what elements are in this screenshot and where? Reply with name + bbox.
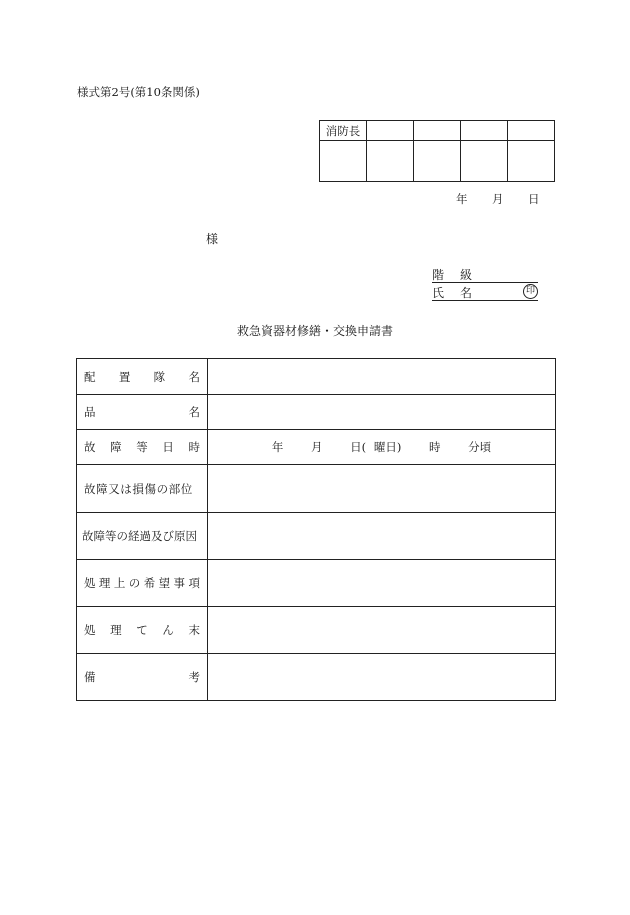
name-label-1: 氏 (432, 286, 445, 300)
row-label-remarks (77, 654, 208, 701)
approval-stamp-table (319, 120, 555, 182)
label-char: 等 (136, 440, 148, 454)
form-number: 様式第2号(第10条関係) (77, 85, 200, 99)
unit-name-input[interactable] (208, 359, 556, 395)
label-char: 理 (110, 623, 122, 637)
label-char: 理 (98, 576, 111, 590)
disposition-input[interactable] (208, 607, 556, 654)
label-char: 名 (188, 369, 200, 384)
approval-header-cell (508, 121, 555, 141)
approval-stamp-cell[interactable] (414, 141, 461, 182)
date-day-label: 日 (528, 192, 540, 206)
table-row (77, 359, 556, 395)
label-text: 故障等の経過及び原因 (82, 529, 197, 543)
datetime-weekday: 曜日) (373, 440, 402, 454)
label-char: 望 (158, 576, 171, 590)
date-year-label: 年 (456, 192, 468, 206)
row-label-unit (77, 359, 208, 395)
application-table (76, 358, 556, 701)
row-label-cause (77, 513, 208, 560)
name-label-2: 名 (460, 286, 473, 300)
label-char: 置 (118, 369, 131, 384)
label-char: 名 (188, 405, 200, 419)
label-char: の (128, 576, 141, 590)
damage-part-input[interactable] (208, 465, 556, 513)
table-row (77, 395, 556, 430)
label-char: ん (162, 623, 174, 637)
label-char: 故 (84, 440, 96, 454)
approval-stamp-cell[interactable] (461, 141, 508, 182)
name-field[interactable] (432, 284, 538, 301)
row-label-datetime (77, 430, 208, 465)
remarks-input[interactable] (208, 654, 556, 701)
label-char: 項 (188, 576, 200, 590)
table-row (77, 654, 556, 701)
label-char: 末 (188, 623, 200, 637)
row-label-request (77, 560, 208, 607)
label-char: 障 (110, 440, 122, 454)
row-label-disposition (77, 607, 208, 654)
approval-stamp-cell[interactable] (320, 141, 367, 182)
rank-label-1: 階 (432, 268, 445, 282)
failure-datetime-input[interactable] (208, 430, 556, 465)
label-char: 処 (84, 623, 96, 637)
label-text: 故障又は損傷の部位 (84, 481, 193, 496)
label-char: て (136, 623, 148, 637)
approval-header-cell (414, 121, 461, 141)
row-label-damage-part (77, 465, 208, 513)
approval-title: 消防長 (320, 121, 367, 141)
datetime-minute: 分頃 (468, 440, 492, 454)
addressee-suffix: 様 (206, 232, 219, 246)
label-char: 備 (84, 670, 96, 684)
table-row (77, 465, 556, 513)
approval-stamp-cell[interactable] (367, 141, 414, 182)
datetime-year: 年 (271, 440, 284, 454)
label-char: 上 (113, 576, 126, 590)
label-char: 考 (188, 670, 200, 684)
document-title: 救急資器材修繕・交換申請書 (236, 324, 393, 338)
table-row (77, 513, 556, 560)
request-input[interactable] (208, 560, 556, 607)
row-label-item (77, 395, 208, 430)
date-month-label: 月 (492, 192, 504, 206)
table-row (77, 560, 556, 607)
datetime-month: 月 (311, 440, 323, 454)
rank-label-2: 級 (460, 268, 473, 282)
seal-icon: 印 (523, 284, 538, 299)
label-char: 日 (162, 440, 174, 454)
label-char: 希 (143, 576, 156, 590)
label-char: 時 (188, 440, 200, 454)
cause-input[interactable] (208, 513, 556, 560)
approval-stamp-cell[interactable] (508, 141, 555, 182)
approval-header-cell (367, 121, 414, 141)
datetime-day: 日( (350, 440, 367, 454)
label-char: 処 (84, 576, 96, 590)
label-char: 品 (84, 405, 96, 419)
label-char: 事 (173, 576, 186, 590)
item-name-input[interactable] (208, 395, 556, 430)
datetime-hour: 時 (428, 440, 441, 454)
label-char: 隊 (153, 369, 166, 384)
table-row (77, 430, 556, 465)
label-char: 配 (84, 369, 96, 384)
rank-field[interactable] (432, 266, 538, 283)
table-row (77, 607, 556, 654)
approval-header-cell (461, 121, 508, 141)
